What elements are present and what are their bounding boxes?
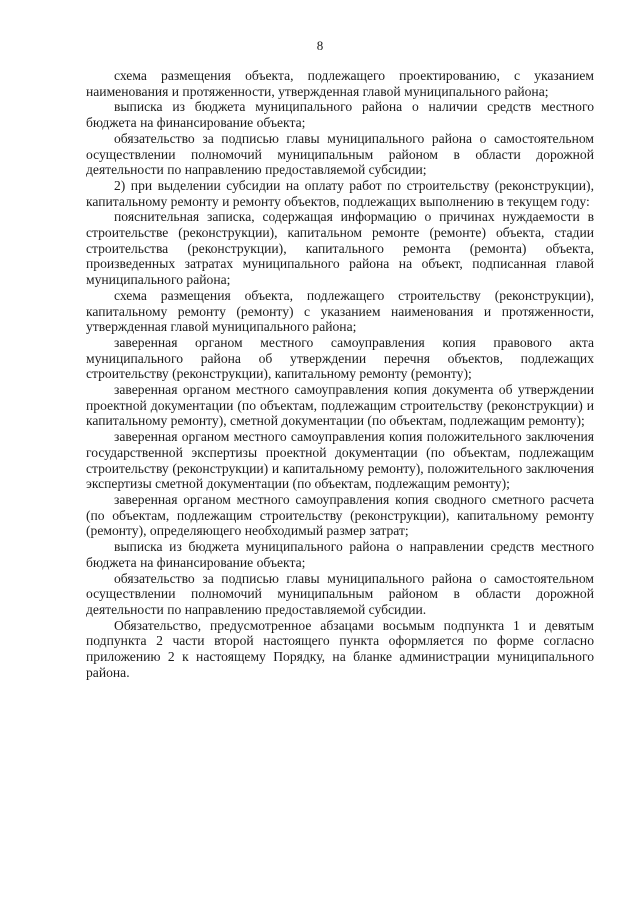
paragraph: заверенная органом местного самоуправления копия документа об утверждении проектной документации (по объектам, подлежащим строительству (реконструкции) и капитальному ремонту), сметной документации (по объектам, подлежащим ремонту); [86,382,594,429]
paragraph: схема размещения объекта, подлежащего строительству (реконструкции), капитальному ремонту (ремонту) с указанием наименования и протяженности, утвержденная главой муниципального района; [86,287,594,335]
paragraph: заверенная органом местного самоуправления копия положительного заключения государственной экспертизы проектной документации (по объектам, подлежащим строительству (реконструкции) и капитальному ремонту), положительного заключения экспертизы сметной документации (по объектам, подлежащим ремонту); [86,429,594,492]
paragraph: схема размещения объекта, подлежащего проектированию, с указанием наименования и протяженности, утвержденная главой муниципального района; [86,68,594,99]
paragraph: заверенная органом местного самоуправления копия правового акта муниципального района об утверждении перечня объектов, подлежащих строительству (реконструкции), капитальному ремонту (ремонту); [86,334,594,382]
paragraph: Обязательство, предусмотренное абзацами восьмым подпункта 1 и девятым подпункта 2 части второй настоящего пункта оформляется по форме согласно приложению 2 к настоящему Порядку, на бланке администрации муниципального района. [86,617,594,680]
paragraph: заверенная органом местного самоуправления копия сводного сметного расчета (по объектам, подлежащим строительству (реконструкции), капитальному ремонту (ремонту), определяющего необходимый размер затрат; [86,491,594,539]
paragraph: 2) при выделении субсидии на оплату работ по строительству (реконструкции), капитальному ремонту и ремонту объектов, подлежащих выполнению в текущем году: [86,177,594,209]
page-number: 8 [316,38,324,53]
paragraph: обязательство за подписью главы муниципального района о самостоятельном осуществлении полномочий муниципальным районом в области дорожной деятельности по направлению предоставляемой субсидии. [86,570,594,617]
paragraph: выписка из бюджета муниципального района о наличии средств местного бюджета на финансирование объекта; [86,99,594,131]
paragraph: пояснительная записка, содержащая информацию о причинах нуждаемости в строительстве (реконструкции), капитальном ремонте (ремонте) объекта, стадии строительства (реконструкции), капитального ремонта (ремонта) объекта, произведенных затратах муниципального района на объект, подписанная главой муниципального района; [86,209,594,288]
paragraph: выписка из бюджета муниципального района о направлении средств местного бюджета на финансирование объекта; [86,539,594,570]
paragraph: обязательство за подписью главы муниципального района о самостоятельном осуществлении полномочий муниципальным районом в области дорожной деятельности по направлению предоставляемой субсидии; [86,130,594,178]
document-body [86,68,594,680]
